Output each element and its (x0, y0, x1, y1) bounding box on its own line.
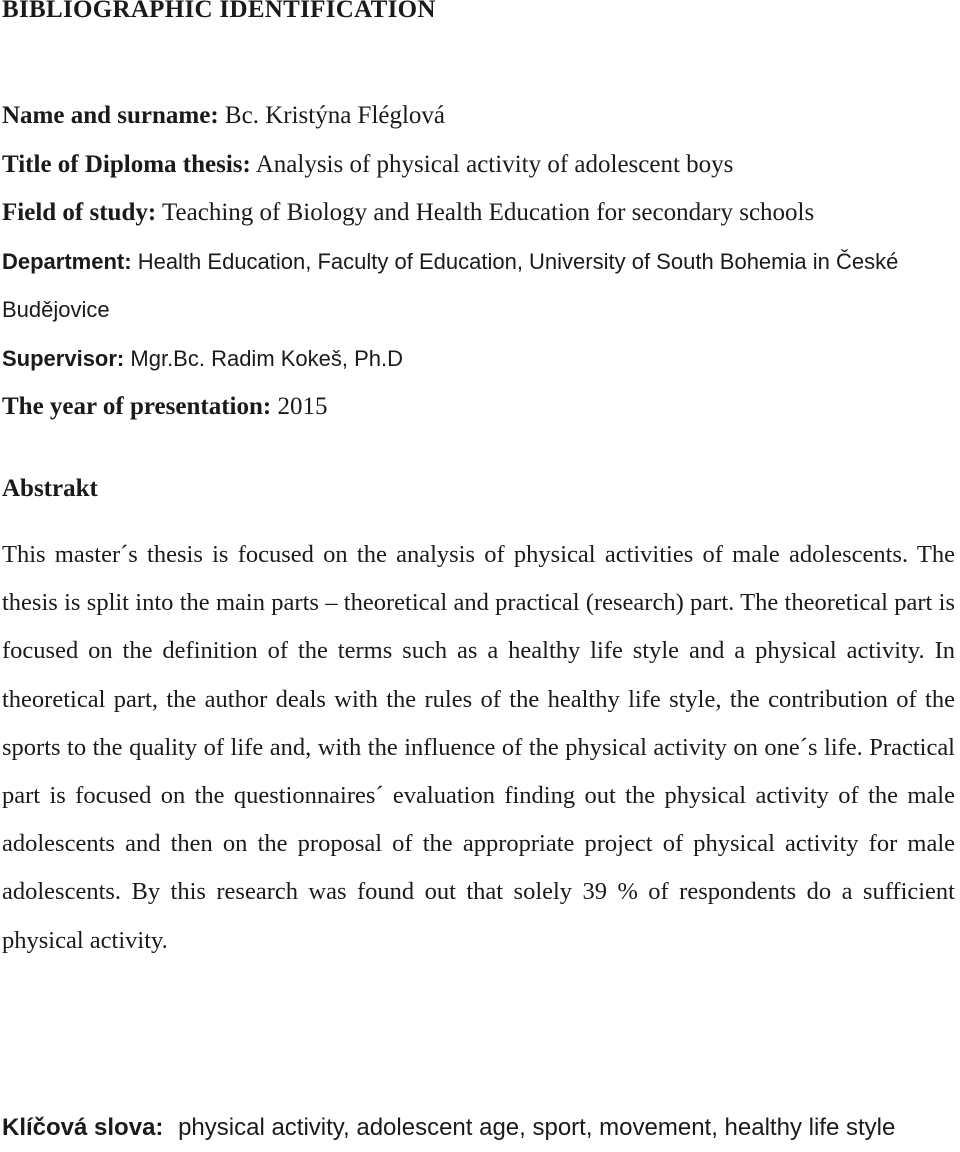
name-row (2, 92, 952, 141)
year-label: The year of presentation: (2, 393, 272, 420)
field-of-study-value: Teaching of Biology and Health Education for secondary schools (162, 199, 815, 226)
title-value: Analysis of physical activity of adolescent boys (255, 150, 734, 178)
page-heading: BIBLIOGRAPHIC IDENTIFICATION (2, 0, 436, 23)
keywords-label: Klíčová slova: (2, 1114, 164, 1141)
supervisor-value: Mgr.Bc. Radim Kokeš, Ph.D (130, 345, 404, 371)
department-label: Department: (2, 248, 132, 274)
name-label: Name and surname: (2, 102, 219, 129)
year-value: 2015 (277, 393, 328, 420)
field-of-study-row (2, 189, 952, 238)
name-value: Bc. Kristýna Fléglová (224, 102, 446, 129)
supervisor-row (2, 335, 952, 384)
year-row (2, 383, 952, 432)
keywords-value: physical activity, adolescent age, sport, movement, healthy life style (178, 1114, 896, 1141)
thesis-info (2, 92, 952, 432)
keywords-row (2, 1114, 895, 1142)
supervisor-label: Supervisor: (2, 345, 125, 371)
title-row (2, 141, 952, 190)
title-label: Title of Diploma thesis: (2, 150, 251, 178)
abstract-title: Abstrakt (2, 475, 98, 502)
field-of-study-label: Field of study: (2, 199, 157, 226)
department-row (2, 238, 952, 335)
abstract-text: This master´s thesis is focused on the analysis of physical activities of male adolescents. The thesis is split into the main parts – theoretical and practical (research) part. The theoretical part is focused on the definition of the terms such as a healthy life style and a physical activity. In theoretical part, the author deals with the rules of the healthy life style, the contribution of the sports to the quality of life and, with the influence of the physical activity on one´s life. Practical part is focused on the questionnaires´ evaluation finding out the physical activity of the male adolescents and then on the proposal of the appropriate project of physical activity for male adolescents. By this research was found out that solely 39 % of respondents do a sufficient physical activity. (2, 541, 955, 954)
department-value: Health Education, Faculty of Education, University of South Bohemia in České Budějovice (2, 248, 899, 322)
